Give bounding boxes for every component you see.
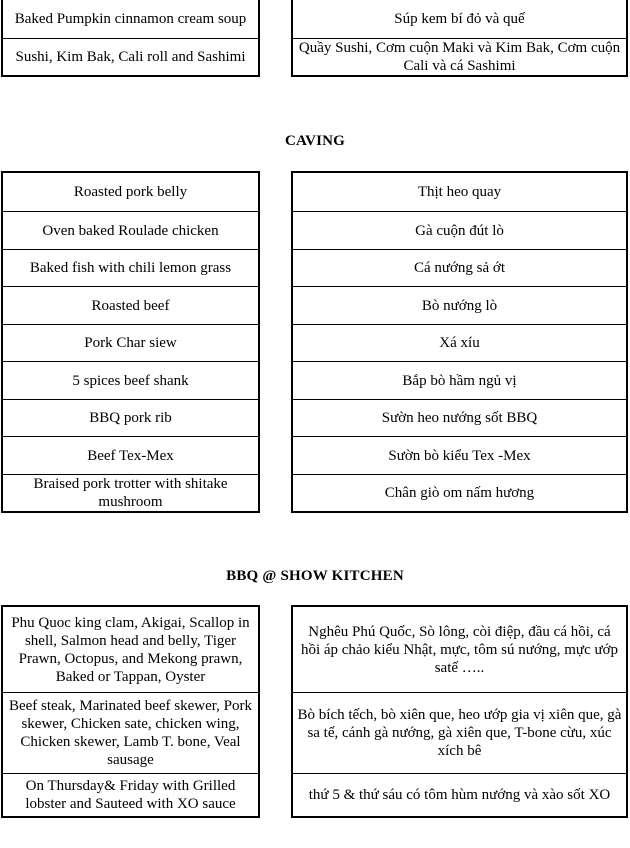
menu-item-en: Baked Pumpkin cinnamon cream soup — [14, 11, 247, 27]
menu-item-en: Braised pork trotter with shitake mushroom — [3, 474, 258, 511]
menu-item-en: On Thursday& Friday with Grilled lobster and Sauteed with XO sauce — [3, 773, 258, 816]
menu-item-en: Pork Char siew — [3, 324, 258, 361]
caving-heading: CAVING — [284, 133, 346, 149]
menu-item-vi: Bắp bò hầm ngủ vị — [293, 361, 626, 399]
menu-item-en: Beef steak, Marinated beef skewer, Pork skewer, Chicken sate, chicken wing, Chicken skewer, Lamb T. bone, Veal sausage — [3, 692, 258, 773]
menu-item-en: Phu Quoc king clam, Akigai, Scallop in shell, Salmon head and belly, Tiger Prawn, Octopus, and Mekong prawn, Baked or Tappan, Oyster — [11, 614, 250, 685]
caving-vietnamese-table — [291, 171, 628, 513]
bbq-vietnamese-table — [291, 605, 628, 818]
menu-item-vi: Súp kem bí đỏ và quế — [394, 11, 525, 27]
menu-item-vi: Nghêu Phú Quốc, Sò lông, còi điệp, đầu cá hồi, cá hồi áp chảo kiểu Nhật, mực, tôm sú nướng, mực ướp satế ….. — [300, 623, 619, 676]
bbq-heading: BBQ @ SHOW KITCHEN — [226, 568, 404, 584]
menu-item-vi: Cá nướng sả ớt — [293, 249, 626, 286]
menu-item-en: Roasted pork belly — [73, 184, 188, 200]
menu-item-vi: Bò bích tếch, bò xiên que, heo ướp gia vị xiên que, gà sa tế, cánh gà nướng, gà xiên que, T-bone cừu, xúc xích bê — [293, 692, 626, 773]
menu-item-en: Baked fish with chili lemon grass — [3, 249, 258, 286]
menu-item-vi: Sườn heo nướng sốt BBQ — [293, 399, 626, 436]
menu-item-vi: Bò nướng lò — [293, 286, 626, 324]
menu-item-vi: Sườn bò kiểu Tex -Mex — [293, 436, 626, 474]
menu-item-en: 5 spices beef shank — [3, 361, 258, 399]
menu-item-vi: Xá xíu — [293, 324, 626, 361]
menu-item-en: Oven baked Roulade chicken — [3, 211, 258, 249]
caving-english-table — [1, 171, 260, 513]
menu-item-vi: thứ 5 & thứ sáu có tôm hùm nướng và xào sốt XO — [293, 773, 626, 816]
menu-item-vi: Thịt heo quay — [417, 184, 502, 200]
menu-item-en: BBQ pork rib — [3, 399, 258, 436]
bbq-english-table — [1, 605, 260, 818]
menu-item-en: Beef Tex-Mex — [3, 436, 258, 474]
soup-sushi-vietnamese-table — [291, 0, 628, 77]
menu-item-vi: Quầy Sushi, Cơm cuộn Maki và Kim Bak, Cơm cuộn Cali và cá Sashimi — [293, 38, 626, 75]
menu-item-vi: Chân giò om nấm hương — [293, 474, 626, 511]
soup-sushi-english-table — [1, 0, 260, 77]
menu-item-vi: Gà cuộn đút lò — [293, 211, 626, 249]
menu-item-en: Sushi, Kim Bak, Cali roll and Sashimi — [3, 38, 258, 75]
menu-item-en: Roasted beef — [3, 286, 258, 324]
